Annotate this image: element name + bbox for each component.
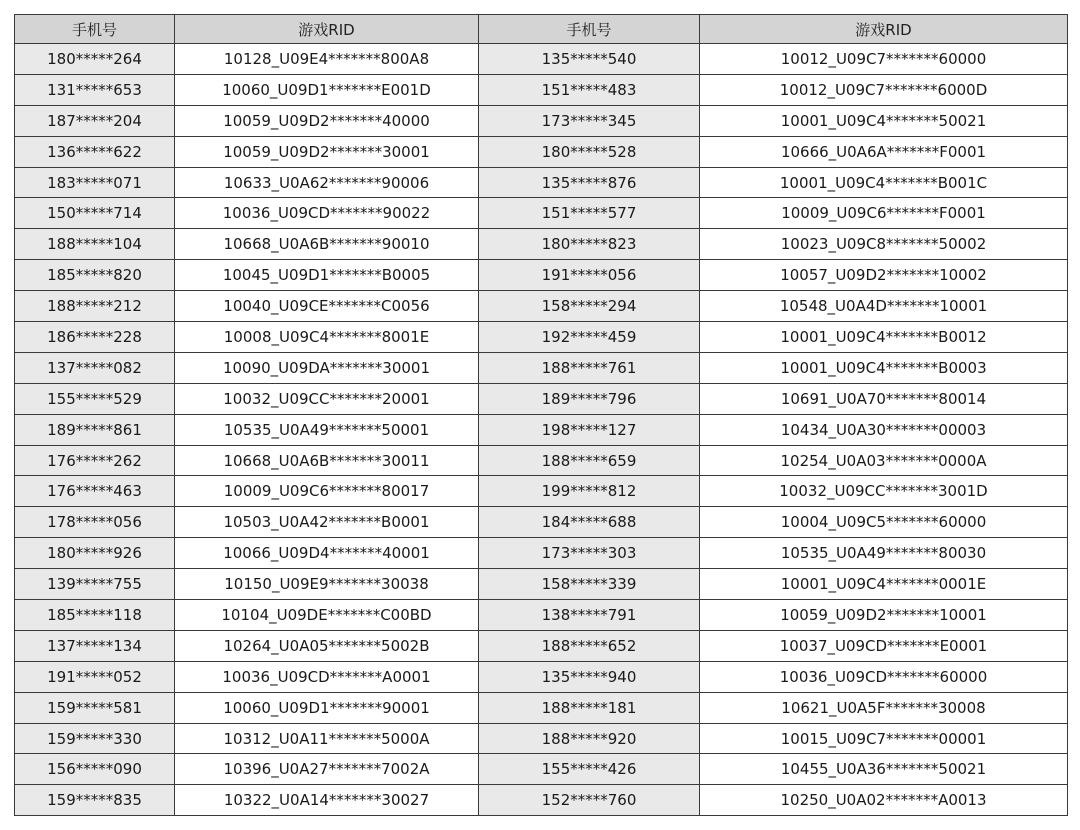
phone-cell: 188*****761: [479, 352, 700, 383]
phone-cell: 188*****104: [15, 229, 175, 260]
table-row: [15, 44, 1068, 75]
table-row: [15, 414, 1068, 445]
rid-cell: 10535_U0A49*******80030: [700, 538, 1068, 569]
rid-cell: 10250_U0A02*******A0013: [700, 785, 1068, 816]
rid-cell: 10312_U0A11*******5000A: [175, 723, 479, 754]
rid-cell: 10621_U0A5F*******30008: [700, 692, 1068, 723]
header-rid-right: 游戏RID: [700, 15, 1068, 44]
phone-cell: 191*****056: [479, 260, 700, 291]
rid-cell: 10059_U09D2*******10001: [700, 600, 1068, 631]
rid-cell: 10264_U0A05*******5002B: [175, 630, 479, 661]
rid-cell: 10032_U09CC*******3001D: [700, 476, 1068, 507]
table-row: [15, 723, 1068, 754]
rid-cell: 10001_U09C4*******B001C: [700, 167, 1068, 198]
rid-cell: 10503_U0A42*******B0001: [175, 507, 479, 538]
rid-cell: 10012_U09C7*******6000D: [700, 74, 1068, 105]
rid-cell: 10040_U09CE*******C0056: [175, 291, 479, 322]
rid-cell: 10032_U09CC*******20001: [175, 383, 479, 414]
phone-cell: 180*****264: [15, 44, 175, 75]
rid-cell: 10066_U09D4*******40001: [175, 538, 479, 569]
rid-cell: 10254_U0A03*******0000A: [700, 445, 1068, 476]
rid-cell: 10037_U09CD*******E0001: [700, 630, 1068, 661]
rid-cell: 10008_U09C4*******8001E: [175, 322, 479, 353]
header-phone-left: 手机号: [15, 15, 175, 44]
header-row: [15, 15, 1068, 44]
table-row: [15, 352, 1068, 383]
rid-cell: 10004_U09C5*******60000: [700, 507, 1068, 538]
phone-cell: 188*****652: [479, 630, 700, 661]
rid-cell: 10009_U09C6*******80017: [175, 476, 479, 507]
rid-cell: 10322_U0A14*******30027: [175, 785, 479, 816]
rid-cell: 10045_U09D1*******B0005: [175, 260, 479, 291]
table-row: [15, 661, 1068, 692]
phone-cell: 131*****653: [15, 74, 175, 105]
rid-cell: 10023_U09C8*******50002: [700, 229, 1068, 260]
rid-cell: 10001_U09C4*******0001E: [700, 569, 1068, 600]
rid-cell: 10104_U09DE*******C00BD: [175, 600, 479, 631]
phone-cell: 189*****861: [15, 414, 175, 445]
phone-cell: 159*****835: [15, 785, 175, 816]
phone-cell: 191*****052: [15, 661, 175, 692]
phone-cell: 185*****118: [15, 600, 175, 631]
phone-cell: 159*****581: [15, 692, 175, 723]
phone-cell: 159*****330: [15, 723, 175, 754]
phone-cell: 180*****823: [479, 229, 700, 260]
rid-cell: 10060_U09D1*******90001: [175, 692, 479, 723]
phone-cell: 189*****796: [479, 383, 700, 414]
phone-cell: 180*****528: [479, 136, 700, 167]
phone-cell: 137*****134: [15, 630, 175, 661]
phone-cell: 188*****212: [15, 291, 175, 322]
phone-cell: 151*****577: [479, 198, 700, 229]
phone-cell: 135*****876: [479, 167, 700, 198]
table-row: [15, 322, 1068, 353]
header-phone-right: 手机号: [479, 15, 700, 44]
phone-cell: 184*****688: [479, 507, 700, 538]
phone-cell: 185*****820: [15, 260, 175, 291]
table-row: [15, 136, 1068, 167]
table-row: [15, 383, 1068, 414]
phone-cell: 158*****339: [479, 569, 700, 600]
rid-cell: 10036_U09CD*******90022: [175, 198, 479, 229]
table-row: [15, 476, 1068, 507]
rid-cell: 10455_U0A36*******50021: [700, 754, 1068, 785]
table-row: [15, 105, 1068, 136]
rid-cell: 10666_U0A6A*******F0001: [700, 136, 1068, 167]
phone-cell: 173*****345: [479, 105, 700, 136]
table-row: [15, 630, 1068, 661]
table-row: [15, 692, 1068, 723]
phone-cell: 158*****294: [479, 291, 700, 322]
rid-cell: 10015_U09C7*******00001: [700, 723, 1068, 754]
phone-cell: 183*****071: [15, 167, 175, 198]
rid-cell: 10128_U09E4*******800A8: [175, 44, 479, 75]
table-row: [15, 600, 1068, 631]
header-rid-left: 游戏RID: [175, 15, 479, 44]
rid-cell: 10090_U09DA*******30001: [175, 352, 479, 383]
table-row: [15, 754, 1068, 785]
phone-cell: 199*****812: [479, 476, 700, 507]
phone-cell: 139*****755: [15, 569, 175, 600]
table-row: [15, 785, 1068, 816]
rid-cell: 10057_U09D2*******10002: [700, 260, 1068, 291]
table-row: [15, 569, 1068, 600]
rid-cell: 10633_U0A62*******90006: [175, 167, 479, 198]
rid-cell: 10396_U0A27*******7002A: [175, 754, 479, 785]
rid-cell: 10012_U09C7*******60000: [700, 44, 1068, 75]
rid-cell: 10036_U09CD*******A0001: [175, 661, 479, 692]
phone-cell: 151*****483: [479, 74, 700, 105]
rid-cell: 10668_U0A6B*******90010: [175, 229, 479, 260]
rid-cell: 10060_U09D1*******E001D: [175, 74, 479, 105]
rid-cell: 10001_U09C4*******B0003: [700, 352, 1068, 383]
phone-rid-table: [14, 14, 1068, 816]
phone-cell: 192*****459: [479, 322, 700, 353]
phone-cell: 156*****090: [15, 754, 175, 785]
phone-cell: 135*****940: [479, 661, 700, 692]
phone-cell: 173*****303: [479, 538, 700, 569]
table-body: [15, 44, 1068, 816]
table-row: [15, 507, 1068, 538]
rid-cell: 10059_U09D2*******40000: [175, 105, 479, 136]
table-row: [15, 167, 1068, 198]
phone-cell: 138*****791: [479, 600, 700, 631]
rid-cell: 10036_U09CD*******60000: [700, 661, 1068, 692]
table-row: [15, 198, 1068, 229]
table-row: [15, 538, 1068, 569]
rid-cell: 10150_U09E9*******30038: [175, 569, 479, 600]
phone-cell: 198*****127: [479, 414, 700, 445]
phone-cell: 152*****760: [479, 785, 700, 816]
phone-cell: 180*****926: [15, 538, 175, 569]
table-row: [15, 229, 1068, 260]
table-header: [15, 15, 1068, 44]
phone-cell: 188*****181: [479, 692, 700, 723]
phone-cell: 187*****204: [15, 105, 175, 136]
phone-cell: 186*****228: [15, 322, 175, 353]
rid-cell: 10691_U0A70*******80014: [700, 383, 1068, 414]
phone-cell: 155*****529: [15, 383, 175, 414]
phone-cell: 137*****082: [15, 352, 175, 383]
phone-cell: 178*****056: [15, 507, 175, 538]
phone-cell: 155*****426: [479, 754, 700, 785]
rid-cell: 10535_U0A49*******50001: [175, 414, 479, 445]
table-row: [15, 291, 1068, 322]
phone-cell: 135*****540: [479, 44, 700, 75]
rid-cell: 10059_U09D2*******30001: [175, 136, 479, 167]
phone-cell: 188*****659: [479, 445, 700, 476]
phone-cell: 188*****920: [479, 723, 700, 754]
rid-cell: 10668_U0A6B*******30011: [175, 445, 479, 476]
rid-cell: 10001_U09C4*******B0012: [700, 322, 1068, 353]
phone-cell: 136*****622: [15, 136, 175, 167]
rid-cell: 10434_U0A30*******00003: [700, 414, 1068, 445]
phone-cell: 176*****262: [15, 445, 175, 476]
table-row: [15, 445, 1068, 476]
phone-cell: 150*****714: [15, 198, 175, 229]
table-row: [15, 260, 1068, 291]
table-row: [15, 74, 1068, 105]
rid-cell: 10009_U09C6*******F0001: [700, 198, 1068, 229]
rid-cell: 10001_U09C4*******50021: [700, 105, 1068, 136]
phone-cell: 176*****463: [15, 476, 175, 507]
rid-table-container: [14, 14, 1067, 816]
rid-cell: 10548_U0A4D*******10001: [700, 291, 1068, 322]
